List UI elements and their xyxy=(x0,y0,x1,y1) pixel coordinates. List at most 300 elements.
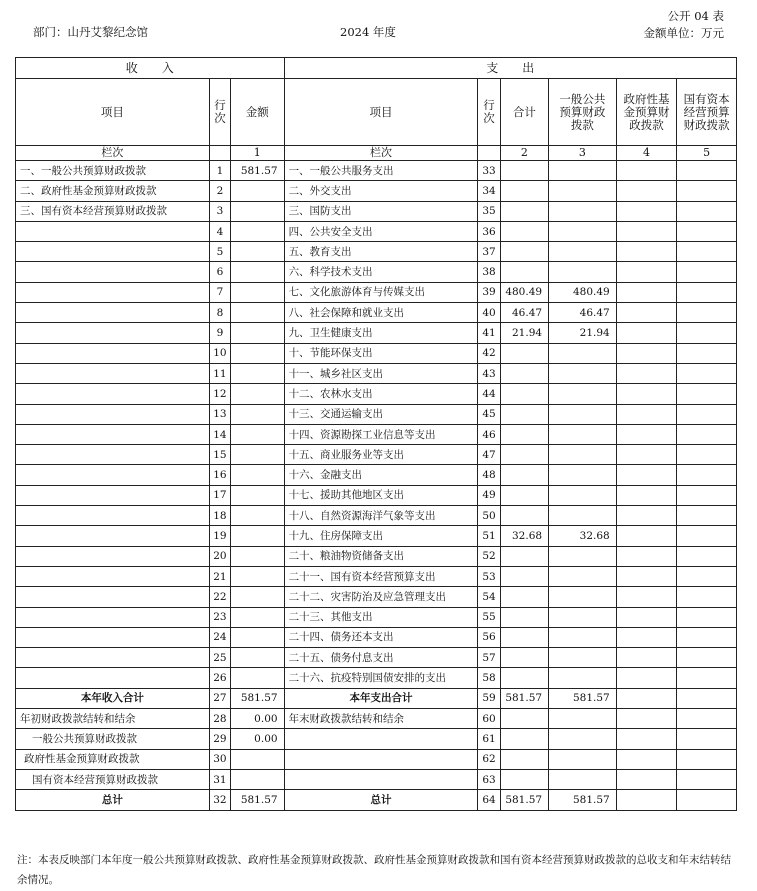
income-item-cell: 年初财政拨款结转和结余 xyxy=(16,709,210,729)
income-amount-cell xyxy=(231,404,285,424)
general-budget-cell xyxy=(549,546,617,566)
income-amount-cell xyxy=(231,181,285,201)
general-budget-cell xyxy=(549,384,617,404)
fund-budget-cell xyxy=(616,648,677,668)
general-budget-cell xyxy=(549,668,617,688)
state-capital-cell xyxy=(677,242,737,262)
table-row xyxy=(16,769,737,789)
general-budget-cell xyxy=(549,161,617,181)
expense-line-cell: 57 xyxy=(478,648,500,668)
income-line-cell: 25 xyxy=(209,648,230,668)
state-capital-cell xyxy=(677,363,737,383)
expense-total-cell xyxy=(500,384,548,404)
expense-total-cell xyxy=(500,546,548,566)
expense-total-cell xyxy=(500,424,548,444)
income-line-cell: 26 xyxy=(209,668,230,688)
state-capital-cell xyxy=(677,323,737,343)
general-budget-cell xyxy=(549,424,617,444)
expense-line-cell: 55 xyxy=(478,607,500,627)
state-capital-cell xyxy=(677,729,737,749)
fund-budget-cell xyxy=(616,749,677,769)
expense-line-cell: 39 xyxy=(478,282,500,302)
income-item-cell: 三、国有资本经营预算财政拨款 xyxy=(16,201,210,221)
expense-item-cell: 二、外交支出 xyxy=(284,181,478,201)
income-item-cell: 总计 xyxy=(16,790,210,810)
general-budget-cell xyxy=(549,587,617,607)
state-capital-cell xyxy=(677,546,737,566)
expense-item-cell: 二十三、其他支出 xyxy=(284,607,478,627)
expense-section-header: 支 出 xyxy=(284,58,736,79)
income-amount-cell: 0.00 xyxy=(231,729,285,749)
col-expense-item: 项目 xyxy=(284,79,478,146)
col-income-line: 行次 xyxy=(209,79,230,146)
expense-total-cell xyxy=(500,242,548,262)
fund-budget-cell xyxy=(616,607,677,627)
fund-budget-cell xyxy=(616,201,677,221)
table-row xyxy=(16,242,737,262)
state-capital-cell xyxy=(677,526,737,546)
state-capital-cell xyxy=(677,769,737,789)
expense-line-cell: 51 xyxy=(478,526,500,546)
income-amount-cell xyxy=(231,221,285,241)
state-capital-cell xyxy=(677,424,737,444)
table-row xyxy=(16,526,737,546)
table-row xyxy=(16,384,737,404)
expense-total-cell xyxy=(500,262,548,282)
footnote: 注：本表反映部门本年度一般公共预算财政拨款、政府性基金预算财政拨款、政府性基金预算财政拨款和国有资本经营预算财政拨款的总收支和年末结转结余情况。 xyxy=(17,854,731,886)
income-item-cell xyxy=(16,424,210,444)
fund-budget-cell xyxy=(616,627,677,647)
general-budget-cell: 46.47 xyxy=(549,303,617,323)
expense-total-cell xyxy=(500,769,548,789)
expense-item-cell: 总计 xyxy=(284,790,478,810)
table-row xyxy=(16,445,737,465)
income-amount-cell xyxy=(231,384,285,404)
state-capital-cell xyxy=(677,506,737,526)
general-budget-cell xyxy=(549,485,617,505)
income-amount-cell xyxy=(231,363,285,383)
col-general-budget: 一般公共预算财政拨款 xyxy=(549,79,617,146)
income-item-cell: 二、政府性基金预算财政拨款 xyxy=(16,181,210,201)
table-row xyxy=(16,221,737,241)
expense-total-cell xyxy=(500,161,548,181)
expense-item-cell: 十五、商业服务业等支出 xyxy=(284,445,478,465)
expense-line-cell: 41 xyxy=(478,323,500,343)
expense-line-cell: 36 xyxy=(478,221,500,241)
state-capital-cell xyxy=(677,404,737,424)
table-row xyxy=(16,343,737,363)
income-line-cell: 27 xyxy=(209,688,230,708)
income-item-cell xyxy=(16,445,210,465)
expense-item-cell: 二十二、灾害防治及应急管理支出 xyxy=(284,587,478,607)
expense-total-cell xyxy=(500,729,548,749)
fund-budget-cell xyxy=(616,485,677,505)
general-budget-cell: 480.49 xyxy=(549,282,617,302)
income-amount-cell xyxy=(231,201,285,221)
income-amount-cell xyxy=(231,749,285,769)
year-label: 2024 年度 xyxy=(340,25,396,39)
fund-budget-cell xyxy=(616,384,677,404)
table-row xyxy=(16,627,737,647)
table-row xyxy=(16,465,737,485)
expense-line-cell: 58 xyxy=(478,668,500,688)
table-row xyxy=(16,485,737,505)
col-expense-line: 行次 xyxy=(478,79,500,146)
general-budget-cell: 21.94 xyxy=(549,323,617,343)
index-4: 4 xyxy=(616,146,677,161)
income-line-cell: 15 xyxy=(209,445,230,465)
state-capital-cell xyxy=(677,262,737,282)
expense-item-cell: 三、国防支出 xyxy=(284,201,478,221)
fund-budget-cell xyxy=(616,161,677,181)
expense-line-cell: 40 xyxy=(478,303,500,323)
general-budget-cell xyxy=(549,221,617,241)
income-amount-cell xyxy=(231,668,285,688)
state-capital-cell xyxy=(677,384,737,404)
income-amount-cell xyxy=(231,485,285,505)
expense-line-cell: 56 xyxy=(478,627,500,647)
income-line-cell: 23 xyxy=(209,607,230,627)
expense-total-cell: 32.68 xyxy=(500,526,548,546)
income-line-cell: 1 xyxy=(209,161,230,181)
expense-item-cell: 本年支出合计 xyxy=(284,688,478,708)
index-5: 5 xyxy=(677,146,737,161)
table-row xyxy=(16,404,737,424)
expense-item-cell: 五、教育支出 xyxy=(284,242,478,262)
expense-line-cell: 44 xyxy=(478,384,500,404)
table-row xyxy=(16,262,737,282)
table-row xyxy=(16,506,737,526)
income-item-cell xyxy=(16,323,210,343)
table-row xyxy=(16,181,737,201)
income-amount-cell xyxy=(231,424,285,444)
col-state-capital: 国有资本经营预算财政拨款 xyxy=(677,79,737,146)
income-amount-cell xyxy=(231,262,285,282)
income-line-cell: 9 xyxy=(209,323,230,343)
expense-total-cell: 581.57 xyxy=(500,790,548,810)
general-budget-cell: 581.57 xyxy=(549,790,617,810)
expense-line-cell: 34 xyxy=(478,181,500,201)
table-row xyxy=(16,729,737,749)
unit-label: 金额单位：万元 xyxy=(643,26,724,40)
state-capital-cell xyxy=(677,709,737,729)
state-capital-cell xyxy=(677,343,737,363)
expense-total-cell xyxy=(500,607,548,627)
income-item-cell xyxy=(16,668,210,688)
col-expense-total: 合计 xyxy=(500,79,548,146)
expense-item-cell: 八、社会保障和就业支出 xyxy=(284,303,478,323)
income-amount-cell xyxy=(231,627,285,647)
income-line-cell: 6 xyxy=(209,262,230,282)
expense-line-cell: 35 xyxy=(478,201,500,221)
income-amount-cell xyxy=(231,587,285,607)
income-item-cell xyxy=(16,242,210,262)
state-capital-cell xyxy=(677,161,737,181)
expense-item-cell: 二十、粮油物资储备支出 xyxy=(284,546,478,566)
income-amount-cell xyxy=(231,465,285,485)
income-item-cell: 本年收入合计 xyxy=(16,688,210,708)
expense-total-cell xyxy=(500,221,548,241)
fund-budget-cell xyxy=(616,363,677,383)
income-amount-cell: 581.57 xyxy=(231,688,285,708)
col-income-item: 项目 xyxy=(16,79,210,146)
income-line-cell: 8 xyxy=(209,303,230,323)
fund-budget-cell xyxy=(616,343,677,363)
income-line-cell: 31 xyxy=(209,769,230,789)
expense-total-cell xyxy=(500,506,548,526)
general-budget-cell xyxy=(549,404,617,424)
expense-total-cell xyxy=(500,566,548,586)
general-budget-cell: 581.57 xyxy=(549,688,617,708)
expense-line-cell: 49 xyxy=(478,485,500,505)
index-label-expense: 栏次 xyxy=(284,146,478,161)
fund-budget-cell xyxy=(616,769,677,789)
table-row xyxy=(16,566,737,586)
expense-line-cell: 62 xyxy=(478,749,500,769)
table-row xyxy=(16,587,737,607)
expense-line-cell: 33 xyxy=(478,161,500,181)
expense-line-cell: 38 xyxy=(478,262,500,282)
income-line-cell: 20 xyxy=(209,546,230,566)
expense-total-cell: 480.49 xyxy=(500,282,548,302)
income-item-cell: 一、一般公共预算财政拨款 xyxy=(16,161,210,181)
expense-total-cell xyxy=(500,709,548,729)
income-item-cell: 一般公共预算财政拨款 xyxy=(16,729,210,749)
fund-budget-cell xyxy=(616,404,677,424)
expense-line-cell: 50 xyxy=(478,506,500,526)
expense-line-cell: 42 xyxy=(478,343,500,363)
expense-item-cell: 十七、援助其他地区支出 xyxy=(284,485,478,505)
fund-budget-cell xyxy=(616,282,677,302)
index-3: 3 xyxy=(549,146,617,161)
income-line-cell: 18 xyxy=(209,506,230,526)
form-number: 公开 04 表 xyxy=(667,9,724,23)
fund-budget-cell xyxy=(616,566,677,586)
general-budget-cell xyxy=(549,201,617,221)
income-item-cell xyxy=(16,546,210,566)
income-amount-cell xyxy=(231,282,285,302)
expense-item-cell: 二十一、国有资本经营预算支出 xyxy=(284,566,478,586)
general-budget-cell xyxy=(549,749,617,769)
income-amount-cell: 0.00 xyxy=(231,709,285,729)
expense-total-cell xyxy=(500,181,548,201)
expense-total-cell xyxy=(500,587,548,607)
state-capital-cell xyxy=(677,485,737,505)
expense-item-cell: 十、节能环保支出 xyxy=(284,343,478,363)
fund-budget-cell xyxy=(616,546,677,566)
expense-total-cell xyxy=(500,668,548,688)
income-line-cell: 2 xyxy=(209,181,230,201)
expense-item-cell: 十一、城乡社区支出 xyxy=(284,363,478,383)
expense-item-cell: 十三、交通运输支出 xyxy=(284,404,478,424)
expense-item-cell xyxy=(284,749,478,769)
income-line-cell: 32 xyxy=(209,790,230,810)
income-item-cell xyxy=(16,363,210,383)
expense-total-cell: 581.57 xyxy=(500,688,548,708)
expense-line-cell: 60 xyxy=(478,709,500,729)
income-line-cell: 4 xyxy=(209,221,230,241)
table-row xyxy=(16,790,737,810)
expense-line-cell: 59 xyxy=(478,688,500,708)
income-line-cell: 14 xyxy=(209,424,230,444)
fund-budget-cell xyxy=(616,221,677,241)
general-budget-cell xyxy=(549,242,617,262)
general-budget-cell xyxy=(549,709,617,729)
expense-item-cell: 十四、资源勘探工业信息等支出 xyxy=(284,424,478,444)
expense-line-cell: 63 xyxy=(478,769,500,789)
income-line-cell: 21 xyxy=(209,566,230,586)
general-budget-cell xyxy=(549,769,617,789)
state-capital-cell xyxy=(677,201,737,221)
income-line-cell: 29 xyxy=(209,729,230,749)
income-item-cell xyxy=(16,221,210,241)
table-row xyxy=(16,668,737,688)
income-amount-cell xyxy=(231,526,285,546)
income-item-cell xyxy=(16,465,210,485)
expense-line-cell: 52 xyxy=(478,546,500,566)
table-row xyxy=(16,303,737,323)
expense-total-cell xyxy=(500,201,548,221)
fund-budget-cell xyxy=(616,790,677,810)
fund-budget-cell xyxy=(616,424,677,444)
index-2: 2 xyxy=(500,146,548,161)
expense-item-cell: 二十六、抗疫特别国债安排的支出 xyxy=(284,668,478,688)
expense-item-cell: 二十五、债务付息支出 xyxy=(284,648,478,668)
income-line-cell: 22 xyxy=(209,587,230,607)
income-line-cell: 7 xyxy=(209,282,230,302)
general-budget-cell xyxy=(549,627,617,647)
general-budget-cell: 32.68 xyxy=(549,526,617,546)
state-capital-cell xyxy=(677,749,737,769)
state-capital-cell xyxy=(677,607,737,627)
fund-budget-cell xyxy=(616,465,677,485)
income-line-cell: 28 xyxy=(209,709,230,729)
fund-budget-cell xyxy=(616,506,677,526)
income-amount-cell xyxy=(231,607,285,627)
income-line-cell: 12 xyxy=(209,384,230,404)
table-row xyxy=(16,363,737,383)
expense-total-cell xyxy=(500,343,548,363)
income-amount-cell xyxy=(231,242,285,262)
state-capital-cell xyxy=(677,668,737,688)
income-item-cell xyxy=(16,262,210,282)
fund-budget-cell xyxy=(616,181,677,201)
income-line-cell: 13 xyxy=(209,404,230,424)
income-amount-cell xyxy=(231,769,285,789)
expense-item-cell: 十九、住房保障支出 xyxy=(284,526,478,546)
expense-line-cell: 64 xyxy=(478,790,500,810)
state-capital-cell xyxy=(677,445,737,465)
fund-budget-cell xyxy=(616,688,677,708)
col-income-amount: 金额 xyxy=(231,79,285,146)
general-budget-cell xyxy=(549,445,617,465)
state-capital-cell xyxy=(677,566,737,586)
income-item-cell xyxy=(16,627,210,647)
expense-total-cell: 21.94 xyxy=(500,323,548,343)
income-amount-cell xyxy=(231,343,285,363)
state-capital-cell xyxy=(677,181,737,201)
expense-line-cell: 46 xyxy=(478,424,500,444)
expense-line-cell: 48 xyxy=(478,465,500,485)
income-item-cell xyxy=(16,566,210,586)
fund-budget-cell xyxy=(616,445,677,465)
expense-item-cell: 四、公共安全支出 xyxy=(284,221,478,241)
expense-line-cell: 53 xyxy=(478,566,500,586)
income-amount-cell xyxy=(231,566,285,586)
income-item-cell xyxy=(16,404,210,424)
expense-total-cell: 46.47 xyxy=(500,303,548,323)
expense-line-cell: 45 xyxy=(478,404,500,424)
expense-line-cell: 47 xyxy=(478,445,500,465)
state-capital-cell xyxy=(677,303,737,323)
general-budget-cell xyxy=(549,465,617,485)
income-amount-cell: 581.57 xyxy=(231,790,285,810)
expense-item-cell: 六、科学技术支出 xyxy=(284,262,478,282)
table-row xyxy=(16,607,737,627)
general-budget-cell xyxy=(549,262,617,282)
income-item-cell xyxy=(16,343,210,363)
table-row xyxy=(16,648,737,668)
income-line-cell: 11 xyxy=(209,363,230,383)
expense-item-cell: 十八、自然资源海洋气象等支出 xyxy=(284,506,478,526)
general-budget-cell xyxy=(549,363,617,383)
income-amount-cell xyxy=(231,546,285,566)
expense-total-cell xyxy=(500,445,548,465)
fund-budget-cell xyxy=(616,262,677,282)
general-budget-cell xyxy=(549,607,617,627)
table-row xyxy=(16,201,737,221)
expense-total-cell xyxy=(500,404,548,424)
fund-budget-cell xyxy=(616,729,677,749)
department-label: 部门：山丹艾黎纪念馆 xyxy=(33,25,148,39)
general-budget-cell xyxy=(549,566,617,586)
income-amount-cell xyxy=(231,303,285,323)
income-item-cell xyxy=(16,485,210,505)
fund-budget-cell xyxy=(616,668,677,688)
expense-total-cell xyxy=(500,749,548,769)
expense-line-cell: 54 xyxy=(478,587,500,607)
index-1: 1 xyxy=(231,146,285,161)
income-amount-cell xyxy=(231,506,285,526)
income-amount-cell xyxy=(231,323,285,343)
state-capital-cell xyxy=(677,221,737,241)
expense-total-cell xyxy=(500,363,548,383)
col-fund-budget: 政府性基金预算财政拨款 xyxy=(616,79,677,146)
income-item-cell xyxy=(16,587,210,607)
income-line-cell: 24 xyxy=(209,627,230,647)
index-blank xyxy=(478,146,500,161)
expense-total-cell xyxy=(500,465,548,485)
income-item-cell xyxy=(16,384,210,404)
table-row xyxy=(16,688,737,708)
income-item-cell: 国有资本经营预算财政拨款 xyxy=(16,769,210,789)
expense-total-cell xyxy=(500,485,548,505)
general-budget-cell xyxy=(549,506,617,526)
expense-item-cell: 九、卫生健康支出 xyxy=(284,323,478,343)
income-item-cell xyxy=(16,506,210,526)
fund-budget-cell xyxy=(616,303,677,323)
income-line-cell: 19 xyxy=(209,526,230,546)
table-row xyxy=(16,546,737,566)
income-section-header: 收 入 xyxy=(16,58,285,79)
expense-item-cell xyxy=(284,729,478,749)
income-line-cell: 3 xyxy=(209,201,230,221)
income-item-cell xyxy=(16,303,210,323)
expense-item-cell: 七、文化旅游体育与传媒支出 xyxy=(284,282,478,302)
expense-item-cell: 一、一般公共服务支出 xyxy=(284,161,478,181)
income-line-cell: 17 xyxy=(209,485,230,505)
income-item-cell xyxy=(16,526,210,546)
